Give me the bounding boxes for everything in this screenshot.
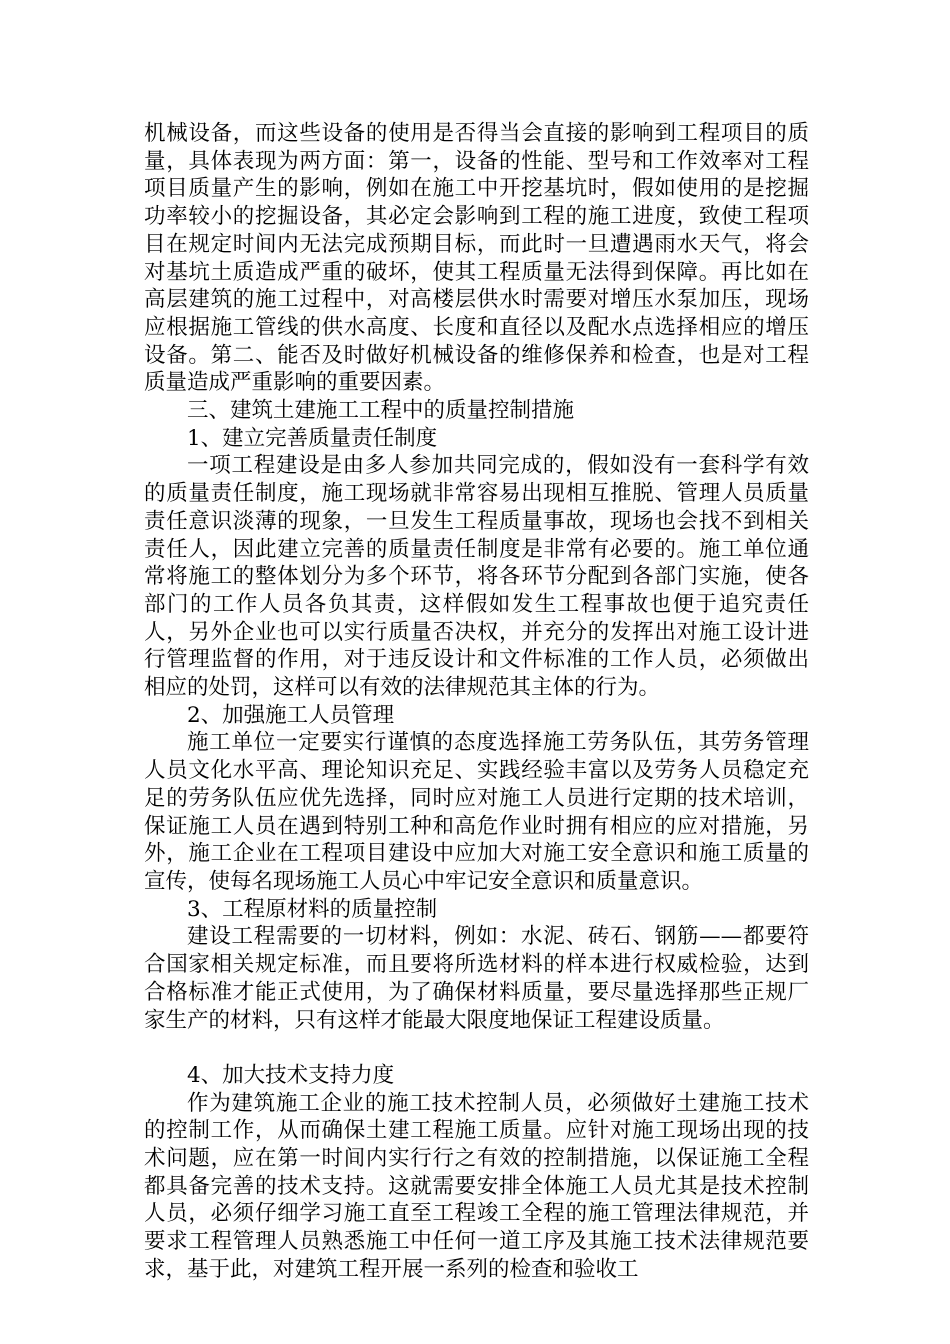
subsection-heading-technical-support: 4、加大技术支持力度 (187, 1062, 395, 1088)
subsection-heading-material-quality: 3、工程原材料的质量控制 (187, 896, 438, 922)
paragraph-material-quality: 建设工程需要的一切材料，例如：水泥、砖石、钢筋——都要符合国家相关规定标准，而且要将所选材料的样本进行权威检验，达到合格标准才能正式使用，为了确保材料质量，要尽量选择那些正规厂家生产的材料，只有这样才能最大限度地保证工程建设质量。 (144, 924, 809, 1033)
subsection-heading-personnel-management: 2、加强施工人员管理 (187, 702, 395, 728)
paragraph-technical-support: 作为建筑施工企业的施工技术控制人员，必须做好土建施工技术的控制工作，从而确保土建工程施工质量。应针对施工现场出现的技术问题，应在第一时间内实行行之有效的控制措施，以保证施工全程都具备完善的技术支持。这就需要安排全体施工人员尤其是技术控制人员，必须仔细学习施工直至工程竣工全程的施工管理法律规范，并要求工程管理人员熟悉施工中任何一道工序及其施工技术法律规范要求，基于此，对建筑工程开展一系列的检查和验收工 (144, 1090, 809, 1282)
blank-line (144, 1034, 809, 1062)
document-page (144, 120, 809, 1284)
paragraph-equipment-quality: 机械设备，而这些设备的使用是否得当会直接的影响到工程项目的质量，具体表现为两方面：第一，设备的性能、型号和工作效率对工程项目质量产生的影响，例如在施工中开挖基坑时，假如使用的是挖掘功率较小的挖掘设备，其必定会影响到工程的施工进度，致使工程项目在规定时间内无法完成预期目标，而此时一旦遭遇雨水天气，将会对基坑土质造成严重的破坏，使其工程质量无法得到保障。再比如在高层建筑的施工过程中，对高楼层供水时需要对增压水泵加压，现场应根据施工管线的供水高度、长度和直径以及配水点选择相应的增压设备。第二、能否及时做好机械设备的维修保养和检查，也是对工程质量造成严重影响的重要因素。 (144, 121, 809, 396)
paragraph-responsibility-system: 一项工程建设是由多人参加共同完成的，假如没有一套科学有效的质量责任制度，施工现场就非常容易出现相互推脱、管理人员质量责任意识淡薄的现象，一旦发生工程质量事故，现场也会找不到相关责任人，因此建立完善的质量责任制度是非常有必要的。施工单位通常将施工的整体划分为多个环节，将各环节分配到各部门实施，使各部门的工作人员各负其责，这样假如发生工程事故也便于追究责任人，另外企业也可以实行质量否决权，并充分的发挥出对施工设计进行管理监督的作用，对于违反设计和文件标准的工作人员，必须做出相应的处罚，这样可以有效的法律规范其主体的行为。 (144, 453, 809, 701)
subsection-heading-responsibility-system: 1、建立完善质量责任制度 (187, 425, 438, 451)
paragraph-personnel-management: 施工单位一定要实行谨慎的态度选择施工劳务队伍，其劳务管理人员文化水平高、理论知识充足、实践经验丰富以及劳务人员稳定充足的劳务队伍应优先选择，同时应对施工人员进行定期的技术培训，保证施工人员在遇到特别工种和高危作业时拥有相应的应对措施，另外，施工企业在工程项目建设中应加大对施工安全意识和施工质量的宣传，使每名现场施工人员心中牢记安全意识和质量意识。 (144, 730, 809, 894)
section-heading-quality-measures: 三、建筑土建施工工程中的质量控制措施 (187, 398, 575, 424)
